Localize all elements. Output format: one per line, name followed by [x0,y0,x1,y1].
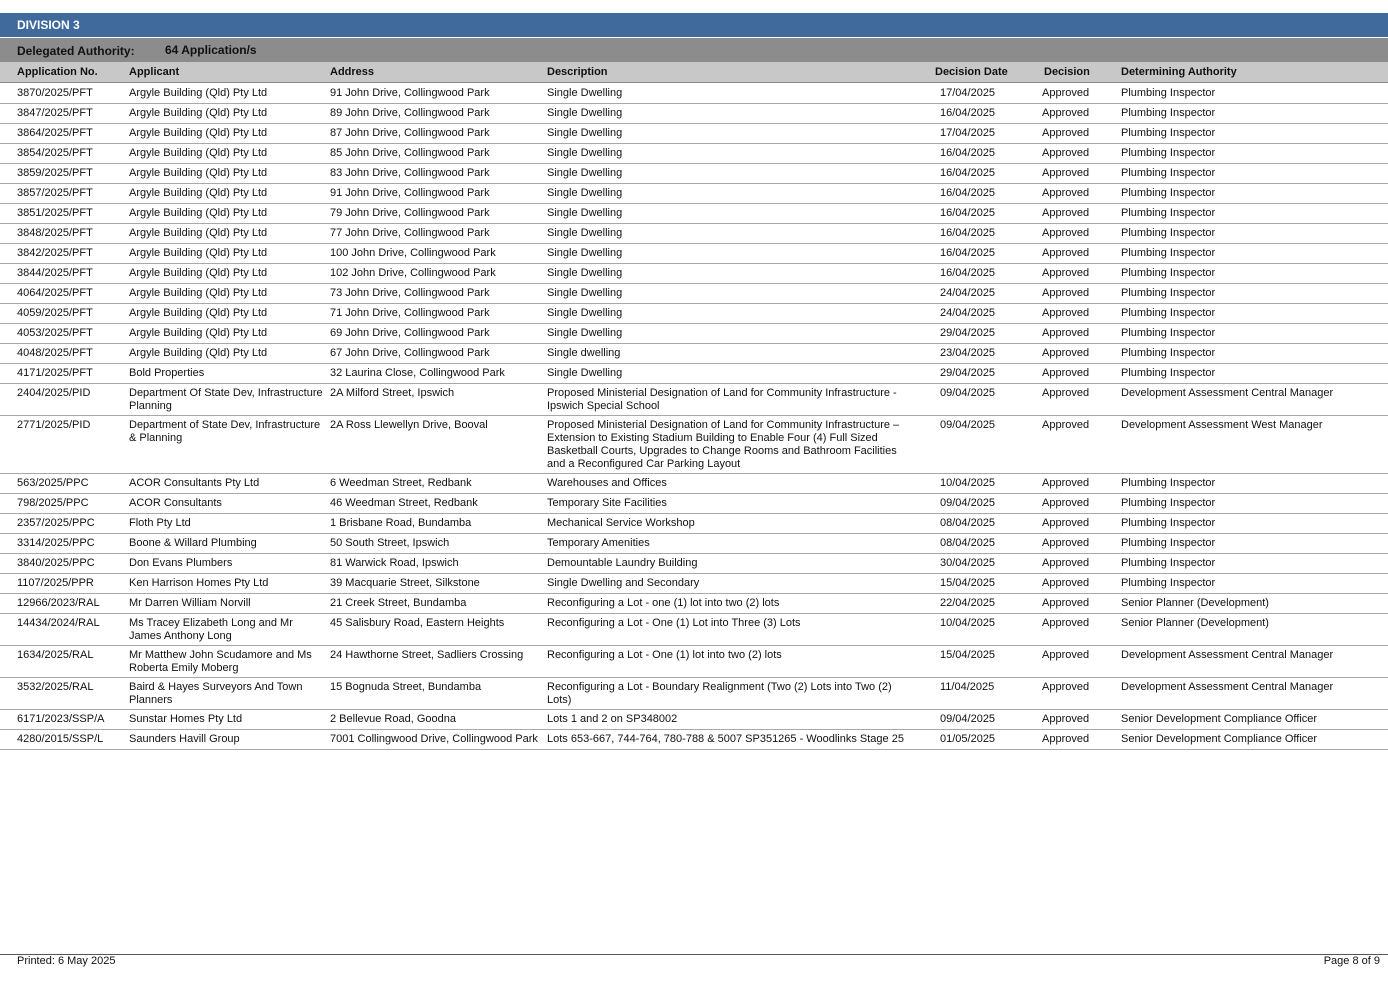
footer-divider [0,954,1388,955]
decision-cell: Approved [1042,227,1090,239]
description-cell: Single Dwelling [547,107,623,119]
address-cell: 89 John Drive, Collingwood Park [330,107,490,119]
decision-date-cell: 16/04/2025 [940,267,996,279]
decision-date-cell: 08/04/2025 [940,537,996,549]
decision-cell: Approved [1042,649,1090,661]
applicant-cell: Argyle Building (Qld) Pty Ltd [129,127,268,139]
decision-cell: Approved [1042,617,1090,629]
determining-authority-cell: Plumbing Inspector [1121,557,1216,569]
decision-cell: Approved [1042,681,1090,693]
determining-authority-cell: Plumbing Inspector [1121,517,1216,529]
decision-date-cell: 17/04/2025 [940,127,996,139]
decision-cell: Approved [1042,347,1090,359]
description-cell: Lots 653-667, 744-764, 780-788 & 5007 SP351265 - Woodlinks Stage 25 [547,733,904,745]
determining-authority-cell: Plumbing Inspector [1121,367,1216,379]
address-cell: 73 John Drive, Collingwood Park [330,287,490,299]
description-cell: Single Dwelling [547,227,623,239]
address-cell: 39 Macquarie Street, Silkstone [330,577,480,589]
description-cell: Single Dwelling [547,87,623,99]
table-row [0,264,1388,284]
applicant-cell: Argyle Building (Qld) Pty Ltd [129,287,268,299]
table-row [0,474,1388,494]
table-row [0,730,1388,750]
determining-authority-cell: Plumbing Inspector [1121,307,1216,319]
applicant-cell: Argyle Building (Qld) Pty Ltd [129,327,268,339]
description-cell: Lots 1 and 2 on SP348002 [547,713,678,725]
description-cell: Reconfiguring a Lot - One (1) lot into two (2) lots [547,649,782,661]
applicant-cell: Department of State Dev, Infrastructure & Planning [129,419,321,444]
description-cell: Single Dwelling [547,247,623,259]
application-no-cell: 4059/2025/PFT [17,307,93,319]
address-cell: 77 John Drive, Collingwood Park [330,227,490,239]
decision-cell: Approved [1042,497,1090,509]
address-cell: 1 Brisbane Road, Bundamba [330,517,472,529]
description-cell: Proposed Ministerial Designation of Land for Community Infrastructure - Ipswich Special School [547,387,897,412]
applicant-cell: Mr Matthew John Scudamore and Ms Roberta Emily Moberg [129,649,312,674]
address-cell: 71 John Drive, Collingwood Park [330,307,490,319]
table-row [0,594,1388,614]
table-row [0,104,1388,124]
decision-cell: Approved [1042,327,1090,339]
application-no-cell: 3851/2025/PFT [17,207,93,219]
determining-authority-cell: Plumbing Inspector [1121,187,1216,199]
description-cell: Single Dwelling [547,187,623,199]
determining-authority-cell: Plumbing Inspector [1121,147,1216,159]
decision-date-cell: 09/04/2025 [940,497,996,509]
applicant-cell: Argyle Building (Qld) Pty Ltd [129,227,268,239]
authority-label: Delegated Authority: [17,44,135,58]
decision-date-cell: 16/04/2025 [940,107,996,119]
address-cell: 83 John Drive, Collingwood Park [330,167,490,179]
applicant-cell: Argyle Building (Qld) Pty Ltd [129,347,268,359]
address-cell: 2 Bellevue Road, Goodna [330,713,456,725]
determining-authority-cell: Senior Planner (Development) [1121,617,1269,629]
determining-authority-cell: Senior Planner (Development) [1121,597,1269,609]
address-cell: 24 Hawthorne Street, Sadliers Crossing [330,649,524,661]
applicant-cell: Sunstar Homes Pty Ltd [129,713,243,725]
authority-bar [0,38,1388,62]
address-cell: 91 John Drive, Collingwood Park [330,187,490,199]
address-cell: 79 John Drive, Collingwood Park [330,207,490,219]
table-row [0,124,1388,144]
decision-date-cell: 29/04/2025 [940,367,996,379]
address-cell: 2A Ross Llewellyn Drive, Booval [330,419,488,431]
decision-date-cell: 16/04/2025 [940,147,996,159]
page-number: Page 8 of 9 [1323,955,1380,967]
application-no-cell: 2404/2025/PID [17,387,91,399]
determining-authority-cell: Plumbing Inspector [1121,537,1216,549]
applicant-cell: ACOR Consultants Pty Ltd [129,477,260,489]
address-cell: 102 John Drive, Collingwood Park [330,267,496,279]
application-no-cell: 3532/2025/RAL [17,681,94,693]
address-cell: 69 John Drive, Collingwood Park [330,327,490,339]
decision-cell: Approved [1042,577,1090,589]
table-row [0,678,1388,710]
description-cell: Single Dwelling [547,267,623,279]
table-row [0,164,1388,184]
determining-authority-cell: Plumbing Inspector [1121,87,1216,99]
description-cell: Demountable Laundry Building [547,557,698,569]
address-cell: 50 South Street, Ipswich [330,537,450,549]
determining-authority-cell: Plumbing Inspector [1121,207,1216,219]
applicant-cell: Argyle Building (Qld) Pty Ltd [129,207,268,219]
decision-date-cell: 16/04/2025 [940,187,996,199]
decision-cell: Approved [1042,419,1090,431]
application-no-cell: 798/2025/PPC [17,497,89,509]
application-no-cell: 3847/2025/PFT [17,107,93,119]
application-no-cell: 3848/2025/PFT [17,227,93,239]
application-no-cell: 4171/2025/PFT [17,367,93,379]
decision-cell: Approved [1042,247,1090,259]
decision-date-cell: 10/04/2025 [940,617,996,629]
application-no-cell: 3844/2025/PFT [17,267,93,279]
address-cell: 7001 Collingwood Drive, Collingwood Park [330,733,538,745]
application-no-cell: 12966/2023/RAL [17,597,100,609]
determining-authority-cell: Plumbing Inspector [1121,577,1216,589]
application-no-cell: 3842/2025/PFT [17,247,93,259]
decision-date-cell: 23/04/2025 [940,347,996,359]
description-cell: Single Dwelling [547,307,623,319]
table-row [0,184,1388,204]
address-cell: 2A Milford Street, Ipswich [330,387,455,399]
table-row [0,324,1388,344]
description-cell: Warehouses and Offices [547,477,667,489]
decision-cell: Approved [1042,537,1090,549]
decision-cell: Approved [1042,87,1090,99]
printed-date: Printed: 6 May 2025 [17,955,116,967]
application-no-cell: 2771/2025/PID [17,419,91,431]
decision-date-cell: 11/04/2025 [940,681,995,693]
decision-date-cell: 09/04/2025 [940,419,996,431]
decision-cell: Approved [1042,127,1090,139]
determining-authority-cell: Plumbing Inspector [1121,347,1216,359]
decision-cell: Approved [1042,477,1090,489]
header-determining-authority: Determining Authority [1121,66,1237,78]
decision-date-cell: 16/04/2025 [940,167,996,179]
determining-authority-cell: Plumbing Inspector [1121,477,1216,489]
application-no-cell: 3870/2025/PFT [17,87,93,99]
decision-cell: Approved [1042,517,1090,529]
applicant-cell: Argyle Building (Qld) Pty Ltd [129,167,268,179]
determining-authority-cell: Plumbing Inspector [1121,497,1216,509]
address-cell: 91 John Drive, Collingwood Park [330,87,490,99]
table-row [0,646,1388,678]
decision-date-cell: 09/04/2025 [940,713,996,725]
determining-authority-cell: Plumbing Inspector [1121,267,1216,279]
application-no-cell: 4048/2025/PFT [17,347,93,359]
header-address: Address [330,66,375,78]
determining-authority-cell: Development Assessment Central Manager [1121,649,1334,661]
determining-authority-cell: Development Assessment West Manager [1121,419,1323,431]
applicant-cell: Saunders Havill Group [129,733,240,745]
application-no-cell: 563/2025/PPC [17,477,89,489]
table-row [0,344,1388,364]
table-row [0,534,1388,554]
determining-authority-cell: Development Assessment Central Manager [1121,681,1334,693]
description-cell: Single Dwelling [547,287,623,299]
application-no-cell: 4064/2025/PFT [17,287,93,299]
address-cell: 45 Salisbury Road, Eastern Heights [330,617,505,629]
decision-date-cell: 08/04/2025 [940,517,996,529]
decision-cell: Approved [1042,733,1090,745]
description-cell: Single Dwelling [547,327,623,339]
decision-cell: Approved [1042,167,1090,179]
determining-authority-cell: Plumbing Inspector [1121,327,1216,339]
application-count: 64 Application/s [165,43,257,57]
table-row [0,710,1388,730]
determining-authority-cell: Plumbing Inspector [1121,227,1216,239]
determining-authority-cell: Plumbing Inspector [1121,287,1216,299]
description-cell: Mechanical Service Workshop [547,517,695,529]
decision-cell: Approved [1042,367,1090,379]
description-cell: Reconfiguring a Lot - one (1) lot into two (2) lots [547,597,780,609]
description-cell: Single dwelling [547,347,621,359]
decision-date-cell: 15/04/2025 [940,649,996,661]
applicant-cell: Department Of State Dev, Infrastructure Planning [129,387,323,412]
decision-date-cell: 16/04/2025 [940,247,996,259]
applicant-cell: Boone & Willard Plumbing [129,537,257,549]
decision-date-cell: 30/04/2025 [940,557,996,569]
decision-date-cell: 01/05/2025 [940,733,996,745]
address-cell: 85 John Drive, Collingwood Park [330,147,490,159]
application-no-cell: 4053/2025/PFT [17,327,93,339]
application-no-cell: 1634/2025/RAL [17,649,94,661]
decision-date-cell: 29/04/2025 [940,327,996,339]
decision-cell: Approved [1042,597,1090,609]
table-row [0,494,1388,514]
application-no-cell: 4280/2015/SSP/L [17,733,104,745]
table-row [0,244,1388,264]
address-cell: 6 Weedman Street, Redbank [330,477,472,489]
applicant-cell: Argyle Building (Qld) Pty Ltd [129,187,268,199]
decision-date-cell: 15/04/2025 [940,577,996,589]
applicant-cell: Mr Darren William Norvill [129,597,251,609]
decision-date-cell: 09/04/2025 [940,387,996,399]
applicant-cell: Baird & Hayes Surveyors And Town Planners [129,681,303,706]
decision-date-cell: 24/04/2025 [940,307,996,319]
decision-cell: Approved [1042,207,1090,219]
decision-cell: Approved [1042,147,1090,159]
applicant-cell: Argyle Building (Qld) Pty Ltd [129,107,268,119]
application-no-cell: 3840/2025/PPC [17,557,95,569]
applicant-cell: Argyle Building (Qld) Pty Ltd [129,307,268,319]
applicant-cell: Argyle Building (Qld) Pty Ltd [129,247,268,259]
address-cell: 81 Warwick Road, Ipswich [330,557,459,569]
decision-date-cell: 22/04/2025 [940,597,996,609]
description-cell: Single Dwelling [547,127,623,139]
description-cell: Single Dwelling [547,167,623,179]
address-cell: 67 John Drive, Collingwood Park [330,347,490,359]
determining-authority-cell: Senior Development Compliance Officer [1121,713,1318,725]
description-cell: Reconfiguring a Lot - One (1) Lot into Three (3) Lots [547,617,801,629]
applicant-cell: Argyle Building (Qld) Pty Ltd [129,87,268,99]
table-row [0,204,1388,224]
description-cell: Reconfiguring a Lot - Boundary Realignment (Two (2) Lots into Two (2) Lots) [547,681,892,706]
decision-date-cell: 24/04/2025 [940,287,996,299]
address-cell: 46 Weedman Street, Redbank [330,497,478,509]
address-cell: 100 John Drive, Collingwood Park [330,247,496,259]
determining-authority-cell: Senior Development Compliance Officer [1121,733,1318,745]
table-row [0,284,1388,304]
determining-authority-cell: Plumbing Inspector [1121,167,1216,179]
address-cell: 15 Bognuda Street, Bundamba [330,681,482,693]
applications-table [0,84,1388,750]
application-no-cell: 3859/2025/PFT [17,167,93,179]
applicant-cell: Argyle Building (Qld) Pty Ltd [129,267,268,279]
table-row [0,514,1388,534]
table-row [0,304,1388,324]
header-application-no: Application No. [17,66,98,78]
description-cell: Single Dwelling and Secondary [547,577,700,589]
decision-date-cell: 17/04/2025 [940,87,996,99]
description-cell: Temporary Amenities [547,537,650,549]
determining-authority-cell: Plumbing Inspector [1121,247,1216,259]
description-cell: Single Dwelling [547,207,623,219]
application-no-cell: 3857/2025/PFT [17,187,93,199]
table-row [0,224,1388,244]
applicant-cell: Ken Harrison Homes Pty Ltd [129,577,269,589]
header-applicant: Applicant [129,66,180,78]
applicant-cell: Don Evans Plumbers [129,557,233,569]
address-cell: 21 Creek Street, Bundamba [330,597,467,609]
address-cell: 32 Laurina Close, Collingwood Park [330,367,505,379]
application-no-cell: 6171/2023/SSP/A [17,713,105,725]
description-cell: Proposed Ministerial Designation of Land for Community Infrastructure – Extension to Existing Stadium Building to Enable Four (4) Full Sized Basketball Courts, Upgrades to Change Rooms and Bathroom Facilities and a Reconfigured Car Parking Layout [547,419,900,470]
table-row [0,364,1388,384]
determining-authority-cell: Development Assessment Central Manager [1121,387,1334,399]
application-no-cell: 3864/2025/PFT [17,127,93,139]
header-decision: Decision [1044,66,1090,78]
table-row [0,84,1388,104]
decision-date-cell: 16/04/2025 [940,207,996,219]
description-cell: Single Dwelling [547,367,623,379]
description-cell: Temporary Site Facilities [547,497,667,509]
application-no-cell: 3314/2025/PPC [17,537,95,549]
table-row [0,384,1388,416]
decision-date-cell: 16/04/2025 [940,227,996,239]
applicant-cell: Ms Tracey Elizabeth Long and Mr James Anthony Long [129,617,293,642]
table-row [0,614,1388,646]
applicant-cell: Argyle Building (Qld) Pty Ltd [129,147,268,159]
decision-cell: Approved [1042,387,1090,399]
decision-date-cell: 10/04/2025 [940,477,996,489]
table-row [0,144,1388,164]
determining-authority-cell: Plumbing Inspector [1121,107,1216,119]
address-cell: 87 John Drive, Collingwood Park [330,127,490,139]
table-header [0,62,1388,83]
header-description: Description [547,66,608,78]
application-no-cell: 14434/2024/RAL [17,617,100,629]
decision-cell: Approved [1042,187,1090,199]
determining-authority-cell: Plumbing Inspector [1121,127,1216,139]
application-no-cell: 1107/2025/PPR [17,577,94,589]
decision-cell: Approved [1042,287,1090,299]
header-decision-date: Decision Date [935,66,1008,78]
decision-cell: Approved [1042,107,1090,119]
decision-cell: Approved [1042,557,1090,569]
table-row [0,574,1388,594]
table-row [0,554,1388,574]
application-no-cell: 2357/2025/PPC [17,517,95,529]
applicant-cell: ACOR Consultants [129,497,222,509]
decision-cell: Approved [1042,267,1090,279]
decision-cell: Approved [1042,713,1090,725]
division-header: DIVISION 3 [0,13,1388,37]
applicant-cell: Bold Properties [129,367,205,379]
decision-cell: Approved [1042,307,1090,319]
applicant-cell: Floth Pty Ltd [129,517,191,529]
description-cell: Single Dwelling [547,147,623,159]
table-row [0,416,1388,474]
application-no-cell: 3854/2025/PFT [17,147,93,159]
